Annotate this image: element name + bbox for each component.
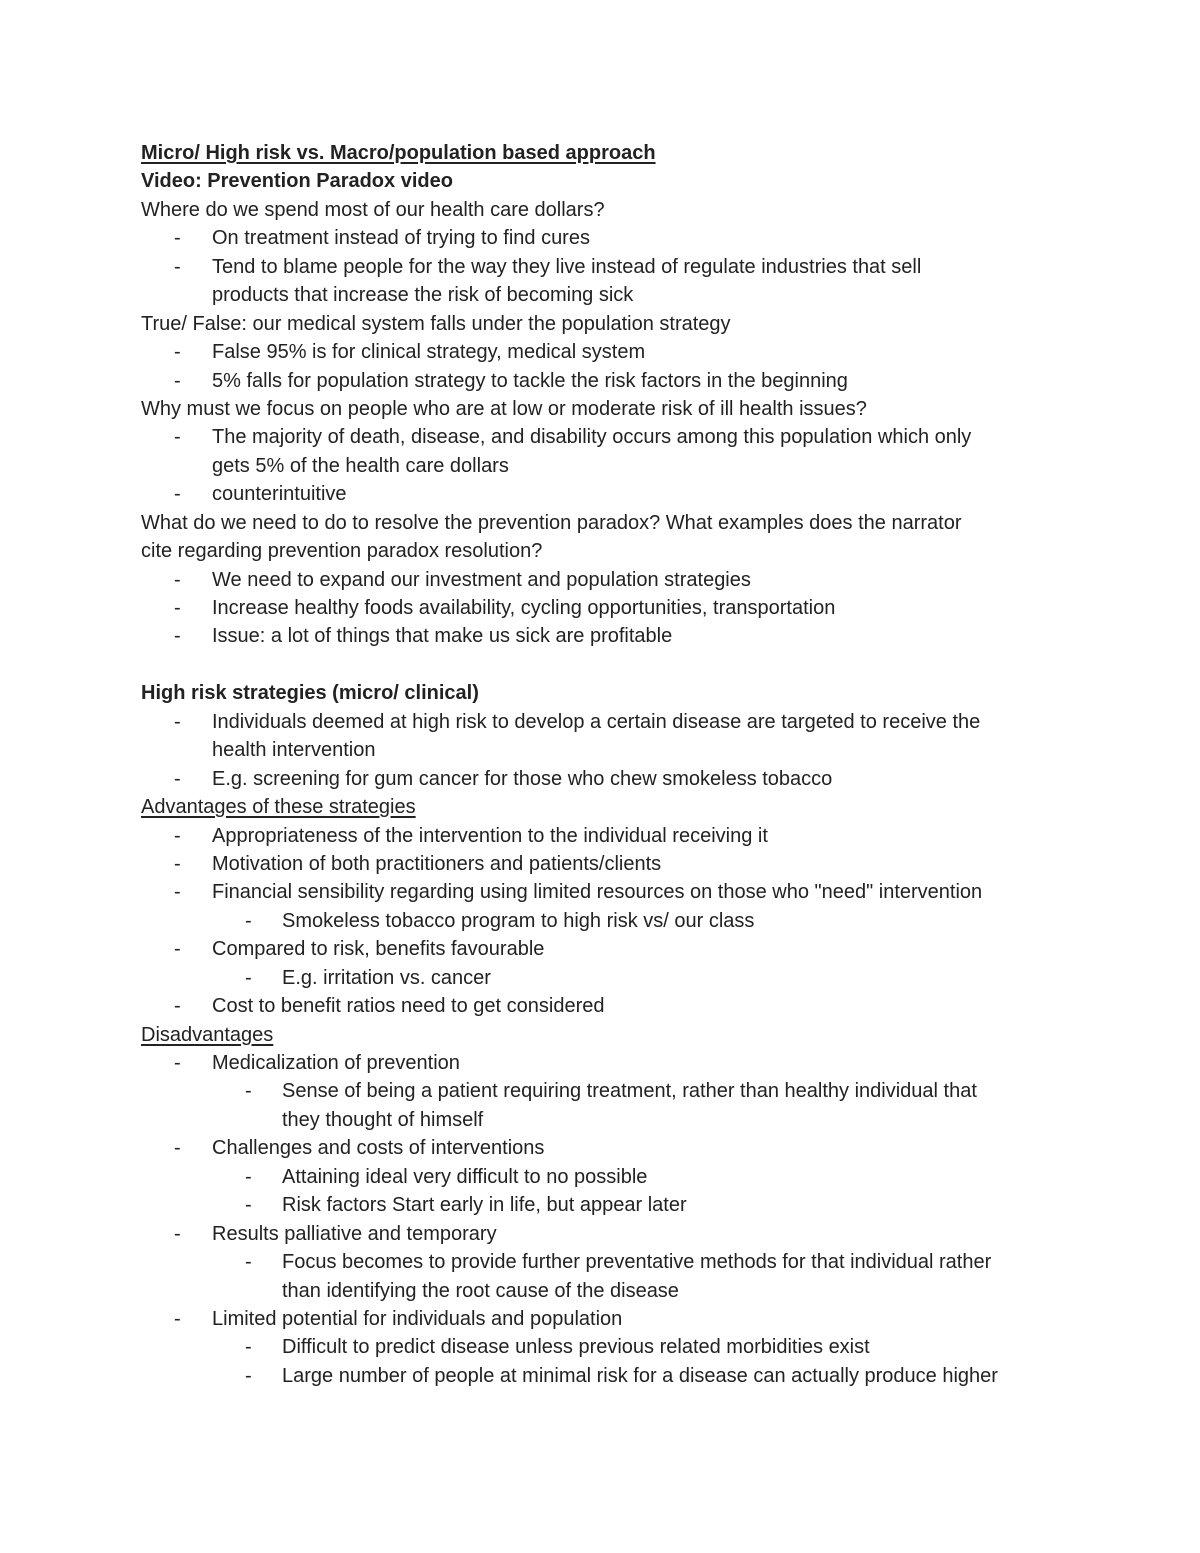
- line-text: E.g. screening for gum cancer for those who chew smokeless tobacco: [212, 767, 833, 790]
- line-text: On treatment instead of trying to find cures: [212, 227, 590, 250]
- list-item: [141, 1134, 1071, 1162]
- bullet-dash: -: [174, 597, 181, 619]
- list-item: [141, 1106, 1071, 1134]
- list-item: [141, 935, 1071, 963]
- list-item: [141, 338, 1071, 366]
- line-text: Compared to risk, benefits favourable: [212, 938, 545, 961]
- list-item: [141, 850, 1071, 878]
- list-item: [141, 822, 1071, 850]
- bullet-dash: -: [174, 1137, 181, 1160]
- line-text: they thought of himself: [282, 1108, 484, 1131]
- list-item: [141, 1305, 1071, 1333]
- text-line: [141, 310, 1071, 338]
- line-text: Results palliative and temporary: [212, 1222, 497, 1245]
- list-item: [141, 1277, 1071, 1305]
- bullet-dash: -: [245, 1336, 252, 1359]
- text-line: [141, 139, 1071, 167]
- line-text: Financial sensibility regarding using limited resources on those who "need" intervention: [212, 881, 983, 904]
- line-text: cite regarding prevention paradox resolution?: [141, 540, 543, 563]
- bullet-dash: -: [174, 341, 181, 364]
- text-line: [141, 167, 1071, 195]
- list-item: [141, 1220, 1071, 1248]
- line-text: Individuals deemed at high risk to develop a certain disease are targeted to receive the: [212, 710, 981, 733]
- bullet-dash: -: [245, 1194, 252, 1217]
- line-text: than identifying the root cause of the disease: [282, 1279, 679, 1302]
- document-body: [141, 139, 1071, 1390]
- heading-text: Disadvantages: [141, 1023, 274, 1046]
- bullet-dash: -: [245, 1364, 252, 1387]
- line-text: Risk factors Start early in life, but appear later: [282, 1194, 687, 1217]
- line-text: Sense of being a patient requiring treatment, rather than healthy individual that: [282, 1080, 977, 1103]
- line-text: gets 5% of the health care dollars: [212, 454, 509, 477]
- bullet-dash: -: [245, 1080, 252, 1103]
- list-item: [141, 1049, 1071, 1077]
- list-item: [141, 907, 1071, 935]
- bullet-dash: -: [174, 710, 181, 733]
- line-text: Cost to benefit ratios need to get considered: [212, 995, 605, 1018]
- list-item: [141, 878, 1071, 906]
- text-line: [141, 1021, 1071, 1049]
- text-line: [141, 679, 1071, 707]
- line-text: True/ False: our medical system falls under the population strategy: [141, 312, 731, 335]
- text-line: [141, 395, 1071, 423]
- line-text: Increase healthy foods availability, cycling opportunities, transportation: [212, 597, 836, 619]
- line-text: Why must we focus on people who are at low or moderate risk of ill health issues?: [141, 397, 867, 420]
- list-item: [141, 1248, 1071, 1276]
- bullet-dash: -: [174, 369, 181, 392]
- bullet-dash: -: [174, 227, 181, 250]
- line-text: counterintuitive: [212, 483, 347, 506]
- heading-text: Advantages of these strategies: [141, 796, 416, 819]
- line-text: Issue: a lot of things that make us sick are profitable: [212, 625, 673, 648]
- bullet-dash: -: [174, 568, 181, 591]
- line-text: Large number of people at minimal risk for a disease can actually produce higher: [282, 1364, 998, 1387]
- text-line: [141, 196, 1071, 224]
- list-item: [141, 765, 1071, 793]
- line-text: E.g. irritation vs. cancer: [282, 966, 491, 989]
- line-text: We need to expand our investment and population strategies: [212, 568, 751, 591]
- line-text: Difficult to predict disease unless previous related morbidities exist: [282, 1336, 870, 1359]
- line-text: health intervention: [212, 739, 376, 762]
- bullet-dash: -: [174, 1222, 181, 1245]
- bullet-dash: -: [245, 966, 252, 989]
- text-line: [141, 537, 1071, 565]
- line-text: Attaining ideal very difficult to no possible: [282, 1165, 648, 1188]
- line-text: products that increase the risk of becoming sick: [212, 284, 634, 307]
- list-item: [141, 1191, 1071, 1219]
- bullet-dash: -: [174, 1052, 181, 1074]
- list-item: [141, 1362, 1071, 1390]
- list-item: [141, 480, 1071, 508]
- list-item: [141, 992, 1071, 1020]
- heading-text: Micro/ High risk vs. Macro/population based approach: [141, 142, 656, 164]
- bullet-dash: -: [174, 483, 181, 506]
- list-item: [141, 253, 1071, 281]
- list-item: [141, 736, 1071, 764]
- bullet-dash: -: [174, 625, 181, 648]
- bullet-dash: -: [245, 909, 252, 932]
- bullet-dash: -: [245, 1165, 252, 1188]
- list-item: [141, 566, 1071, 594]
- bullet-dash: -: [174, 426, 181, 449]
- bullet-dash: -: [174, 767, 181, 790]
- bullet-dash: -: [174, 1307, 181, 1330]
- line-text: Appropriateness of the intervention to the individual receiving it: [212, 824, 768, 847]
- line-text: Tend to blame people for the way they live instead of regulate industries that sell: [212, 255, 922, 278]
- bullet-dash: -: [174, 938, 181, 961]
- list-item: [141, 367, 1071, 395]
- list-item: [141, 281, 1071, 309]
- list-item: [141, 964, 1071, 992]
- list-item: [141, 224, 1071, 252]
- line-text: The majority of death, disease, and disability occurs among this population which only: [212, 426, 972, 449]
- list-item: [141, 423, 1071, 451]
- line-text: Where do we spend most of our health care dollars?: [141, 198, 605, 221]
- text-line: [141, 793, 1071, 821]
- line-text: Medicalization of prevention: [212, 1052, 460, 1074]
- bullet-dash: -: [174, 852, 181, 875]
- line-text: Challenges and costs of interventions: [212, 1137, 545, 1160]
- heading-text: High risk strategies (micro/ clinical): [141, 682, 479, 705]
- bullet-dash: -: [174, 881, 181, 904]
- line-text: Focus becomes to provide further preventative methods for that individual rather: [282, 1251, 992, 1274]
- text-line: [141, 651, 1071, 679]
- line-text: Limited potential for individuals and population: [212, 1307, 623, 1330]
- list-item: [141, 594, 1071, 622]
- bullet-dash: -: [174, 995, 181, 1018]
- text-line: [141, 509, 1071, 537]
- list-item: [141, 452, 1071, 480]
- line-text: What do we need to do to resolve the prevention paradox? What examples does the narrator: [141, 511, 962, 534]
- line-text: Smokeless tobacco program to high risk vs/ our class: [282, 909, 755, 932]
- list-item: [141, 1163, 1071, 1191]
- list-item: [141, 622, 1071, 650]
- bullet-dash: -: [245, 1251, 252, 1274]
- list-item: [141, 1333, 1071, 1361]
- line-text: False 95% is for clinical strategy, medical system: [212, 341, 646, 364]
- bullet-dash: -: [174, 255, 181, 278]
- list-item: [141, 708, 1071, 736]
- list-item: [141, 1077, 1071, 1105]
- heading-text: Video: Prevention Paradox video: [141, 170, 453, 193]
- bullet-dash: -: [174, 824, 181, 847]
- line-text: 5% falls for population strategy to tackle the risk factors in the beginning: [212, 369, 848, 392]
- line-text: Motivation of both practitioners and patients/clients: [212, 852, 662, 875]
